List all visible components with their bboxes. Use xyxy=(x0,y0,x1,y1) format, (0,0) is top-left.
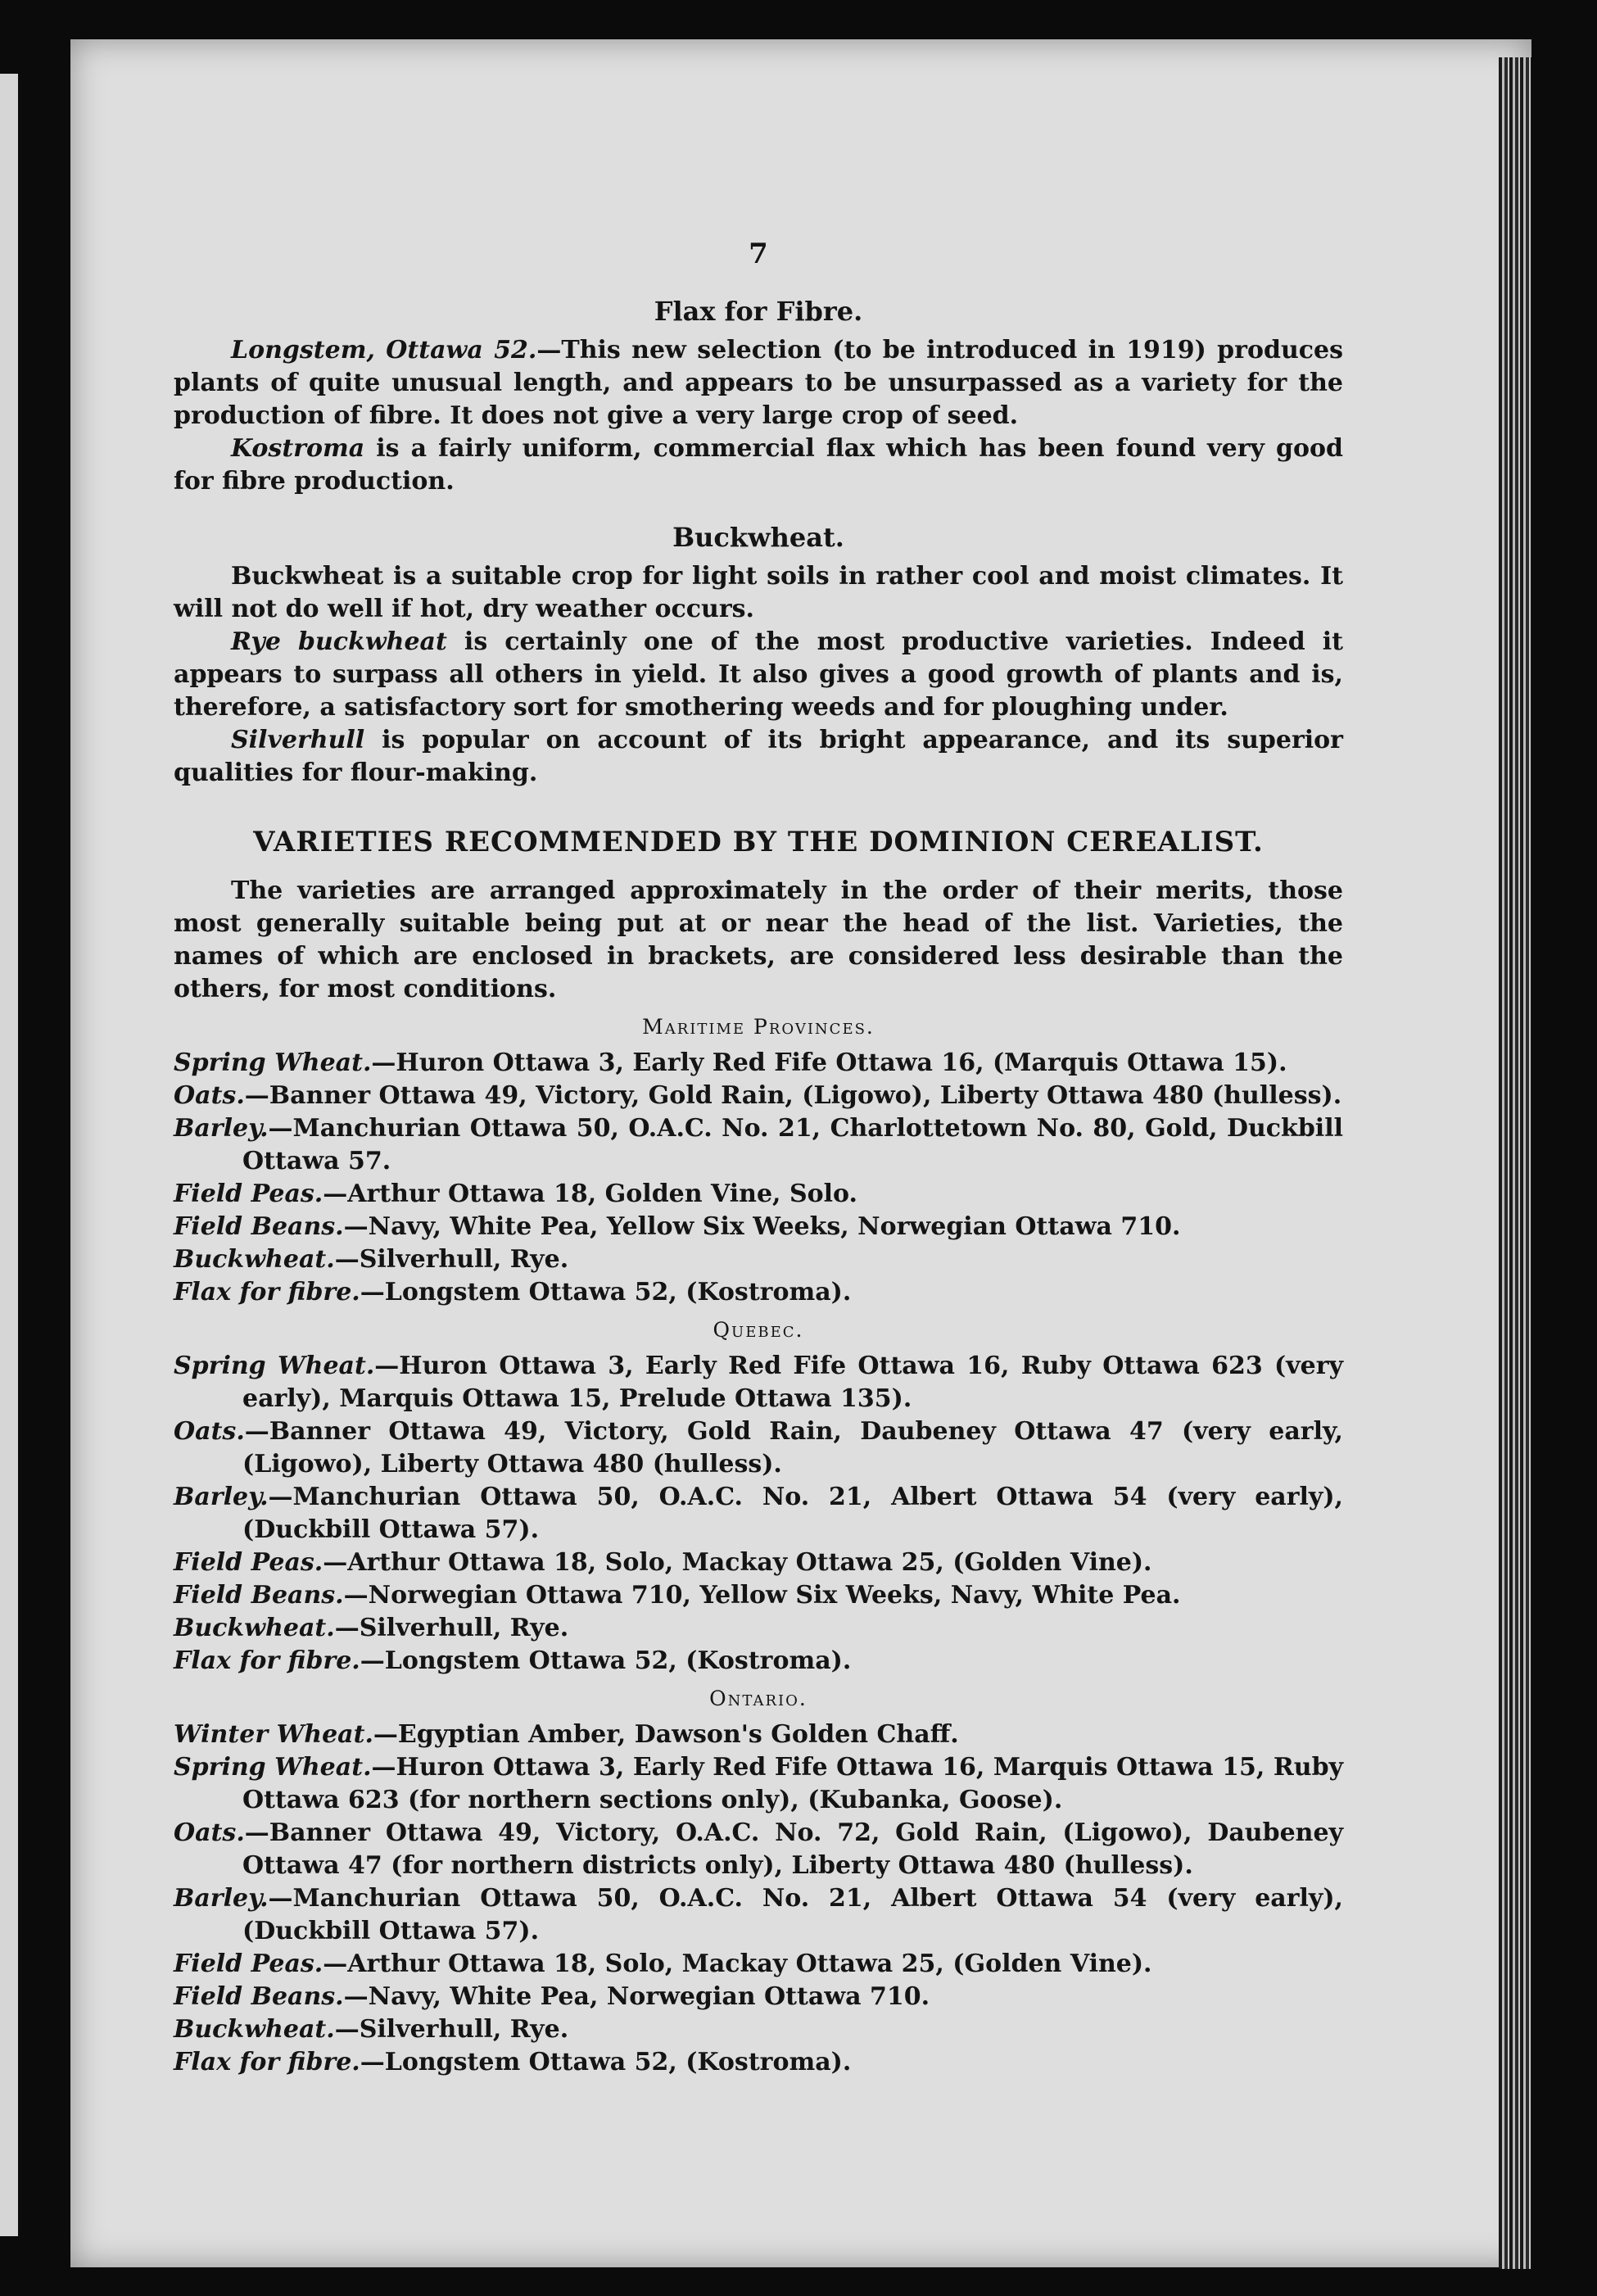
quebec-entry xyxy=(174,1645,1343,1678)
variety-name: Longstem, Ottawa 52. xyxy=(231,336,537,365)
buckwheat-paragraph-3 xyxy=(174,724,1343,790)
maritime-entry xyxy=(174,1243,1343,1276)
crop-varieties: —Silverhull, Rye. xyxy=(334,2015,569,2044)
crop-label: Barley. xyxy=(174,1114,269,1143)
crop-varieties: —Arthur Ottawa 18, Solo, Mackay Ottawa 25, (Golden Vine). xyxy=(323,1548,1152,1577)
flax-paragraph-1 xyxy=(174,334,1343,432)
crop-label: Field Peas. xyxy=(174,1548,323,1577)
variety-name: Kostroma xyxy=(231,434,365,463)
ontario-entry xyxy=(174,2013,1343,2046)
crop-varieties: —Silverhull, Rye. xyxy=(334,1614,569,1642)
crop-label: Field Beans. xyxy=(174,1581,344,1610)
crop-label: Oats. xyxy=(174,1081,245,1110)
paragraph-text: is a fairly uniform, commercial flax which has been found very good for fibre production. xyxy=(174,434,1343,496)
crop-varieties: —Arthur Ottawa 18, Golden Vine, Solo. xyxy=(323,1180,857,1208)
variety-name: Silverhull xyxy=(231,726,365,754)
crop-label: Barley. xyxy=(174,1483,269,1511)
ontario-entry xyxy=(174,1719,1343,1751)
buckwheat-heading: Buckwheat. xyxy=(672,522,844,553)
maritime-entry xyxy=(174,1211,1343,1243)
crop-label: Field Beans. xyxy=(174,1212,344,1241)
ontario-entry xyxy=(174,2046,1343,2079)
crop-varieties: —Huron Ottawa 3, Early Red Fife Ottawa 16, Ruby Ottawa 623 (very early), Marquis Ottawa 15, Prelude Ottawa 135). xyxy=(242,1352,1343,1413)
quebec-entries xyxy=(174,1350,1343,1678)
crop-label: Buckwheat. xyxy=(174,1614,335,1642)
crop-varieties: —Banner Ottawa 49, Victory, O.A.C. No. 72, Gold Rain, (Ligowo), Daubeney Ottawa 47 (for northern districts only), Liberty Ottawa 480 (hulless). xyxy=(242,1818,1343,1880)
buckwheat-paragraph-1: Buckwheat is a suitable crop for light soils in rather cool and moist climates. It will not do well if hot, dry weather occurs. xyxy=(174,562,1343,623)
ontario-heading: Ontario. xyxy=(709,1687,808,1710)
maritime-entry xyxy=(174,1276,1343,1309)
variety-name: Rye buckwheat xyxy=(231,627,447,656)
crop-label: Barley. xyxy=(174,1884,269,1913)
maritime-entry xyxy=(174,1080,1343,1112)
crop-varieties: —Arthur Ottawa 18, Solo, Mackay Ottawa 25, (Golden Vine). xyxy=(323,1950,1152,1978)
varieties-intro: The varieties are arranged approximately in the order of their merits, those most generally suitable being put at or near the head of the list. Varieties, the names of which are enclosed in brackets, are considered less desirable than the others, for most conditions. xyxy=(174,876,1343,1003)
quebec-entry xyxy=(174,1612,1343,1645)
paragraph-text: —This new selection (to be introduced in 1919) produces plants of quite unusual length, and appears to be unsurpassed as a variety for the production of fibre. It does not give a very large crop of seed. xyxy=(174,336,1343,430)
crop-label: Flax for fibre. xyxy=(174,1646,360,1675)
paragraph-text: is popular on account of its bright appearance, and its superior qualities for flour-making. xyxy=(174,726,1343,787)
maritime-heading: Maritime Provinces. xyxy=(642,1015,875,1039)
crop-label: Oats. xyxy=(174,1818,245,1847)
crop-label: Field Peas. xyxy=(174,1180,323,1208)
crop-varieties: —Longstem Ottawa 52, (Kostroma). xyxy=(360,2048,852,2076)
crop-varieties: —Huron Ottawa 3, Early Red Fife Ottawa 16, Marquis Ottawa 15, Ruby Ottawa 623 (for northern sections only), (Kubanka, Goose). xyxy=(242,1753,1343,1814)
quebec-entry xyxy=(174,1547,1343,1579)
page-content xyxy=(174,238,1343,2079)
crop-varieties: —Norwegian Ottawa 710, Yellow Six Weeks, Navy, White Pea. xyxy=(343,1581,1181,1610)
crop-varieties: —Egyptian Amber, Dawson's Golden Chaff. xyxy=(373,1720,959,1749)
crop-varieties: —Manchurian Ottawa 50, O.A.C. No. 21, Albert Ottawa 54 (very early), (Duckbill Ottawa 57). xyxy=(242,1884,1343,1945)
maritime-entries xyxy=(174,1047,1343,1309)
crop-label: Field Peas. xyxy=(174,1950,323,1978)
maritime-entry xyxy=(174,1178,1343,1211)
crop-varieties: —Silverhull, Rye. xyxy=(334,1245,569,1274)
page-number: 7 xyxy=(749,238,768,270)
flax-heading: Flax for Fibre. xyxy=(654,296,863,327)
ontario-entry xyxy=(174,1981,1343,2013)
crop-varieties: —Banner Ottawa 49, Victory, Gold Rain, (Ligowo), Liberty Ottawa 480 (hulless). xyxy=(244,1081,1342,1110)
ontario-entry xyxy=(174,1948,1343,1981)
quebec-entry xyxy=(174,1415,1343,1481)
crop-varieties: —Manchurian Ottawa 50, O.A.C. No. 21, Charlottetown No. 80, Gold, Duckbill Ottawa 57. xyxy=(242,1114,1343,1175)
quebec-heading: Quebec. xyxy=(713,1318,804,1342)
crop-label: Spring Wheat. xyxy=(174,1352,375,1380)
buckwheat-paragraph-2 xyxy=(174,626,1343,724)
quebec-entry xyxy=(174,1579,1343,1612)
paragraph-text: is certainly one of the most productive varieties. Indeed it appears to surpass all others in yield. It also gives a good growth of plants and is, therefore, a satisfactory sort for smothering weeds and for ploughing under. xyxy=(174,627,1344,722)
flax-paragraph-2 xyxy=(174,432,1343,498)
crop-varieties: —Banner Ottawa 49, Victory, Gold Rain, Daubeney Ottawa 47 (very early, (Ligowo), Liberty Ottawa 480 (hulless). xyxy=(242,1417,1343,1479)
quebec-entry xyxy=(174,1350,1343,1415)
crop-label: Oats. xyxy=(174,1417,245,1446)
crop-varieties: —Huron Ottawa 3, Early Red Fife Ottawa 16, (Marquis Ottawa 15). xyxy=(371,1048,1287,1077)
crop-label: Winter Wheat. xyxy=(174,1720,373,1749)
maritime-entry xyxy=(174,1047,1343,1080)
crop-label: Buckwheat. xyxy=(174,2015,335,2044)
crop-label: Spring Wheat. xyxy=(174,1753,372,1782)
ontario-entry xyxy=(174,1817,1343,1882)
crop-varieties: —Navy, White Pea, Norwegian Ottawa 710. xyxy=(343,1982,930,2011)
crop-varieties: —Navy, White Pea, Yellow Six Weeks, Norwegian Ottawa 710. xyxy=(343,1212,1181,1241)
crop-label: Buckwheat. xyxy=(174,1245,335,1274)
ontario-entry xyxy=(174,1751,1343,1817)
ontario-entries xyxy=(174,1719,1343,2079)
quebec-entry xyxy=(174,1481,1343,1547)
crop-label: Flax for fibre. xyxy=(174,1278,360,1307)
book-spine xyxy=(1499,57,1531,2269)
crop-label: Field Beans. xyxy=(174,1982,344,2011)
crop-varieties: —Longstem Ottawa 52, (Kostroma). xyxy=(360,1278,852,1307)
crop-label: Flax for fibre. xyxy=(174,2048,360,2076)
adjacent-page-edge xyxy=(0,74,18,2236)
varieties-heading: VARIETIES RECOMMENDED BY THE DOMINION CEREALIST. xyxy=(253,826,1264,858)
maritime-entry xyxy=(174,1112,1343,1178)
crop-varieties: —Longstem Ottawa 52, (Kostroma). xyxy=(360,1646,852,1675)
crop-label: Spring Wheat. xyxy=(174,1048,372,1077)
crop-varieties: —Manchurian Ottawa 50, O.A.C. No. 21, Albert Ottawa 54 (very early), (Duckbill Ottawa 57). xyxy=(242,1483,1343,1544)
ontario-entry xyxy=(174,1882,1343,1948)
